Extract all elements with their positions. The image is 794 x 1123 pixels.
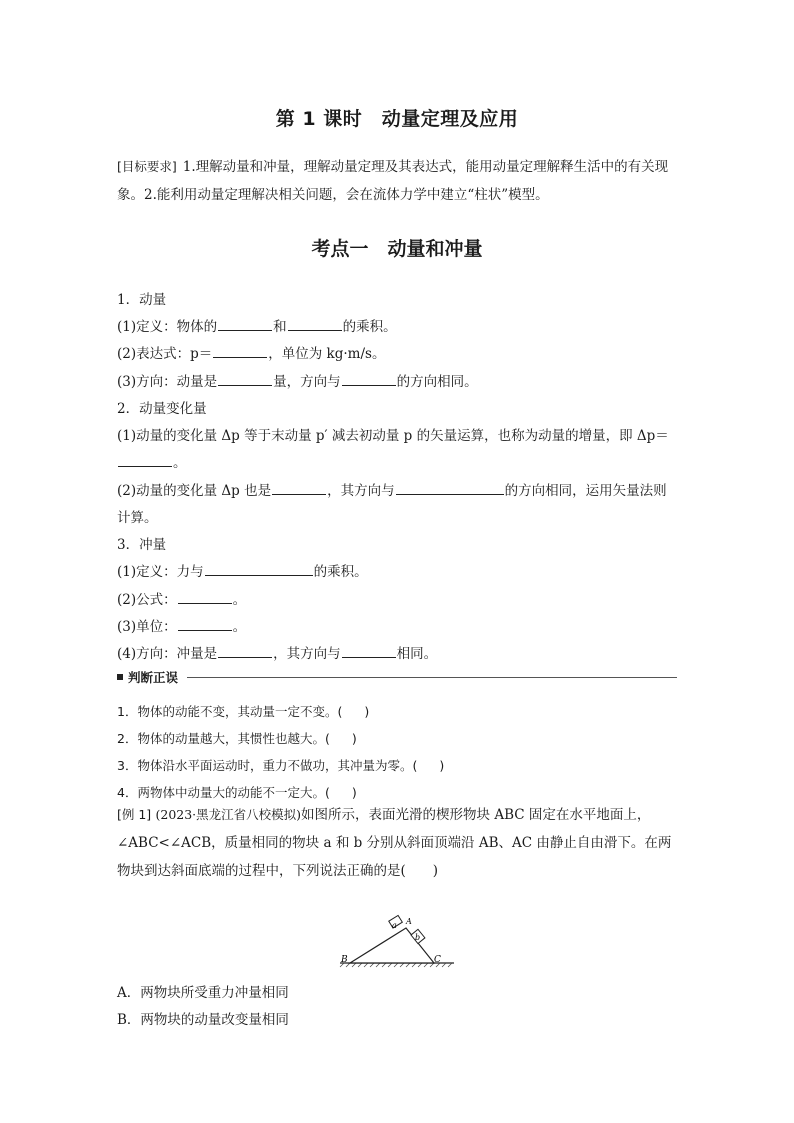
judge-item: 3．物体沿水平面运动时，重力不做功，其冲量为零。( ) — [117, 758, 445, 773]
momentum-expression: (2)表达式：p＝ ，单位为 kg·m/s。 — [117, 346, 386, 362]
example-tag: [例 1] — [117, 807, 152, 822]
momentum-definition: (1)定义：物体的 和 的乘积。 — [117, 319, 397, 335]
answer-blank[interactable] — [213, 345, 267, 358]
momentum-direction: (3)方向：动量是 量，方向与 的方向相同。 — [117, 374, 478, 390]
answer-blank[interactable] — [178, 591, 232, 604]
answer-blank[interactable] — [218, 373, 272, 386]
goal-tag: [目标要求] — [117, 159, 177, 174]
square-bullet-icon — [117, 674, 123, 680]
momentum-change-2: (2)动量的变化量 Δp 也是 ，其方向与 的方向相同，运用矢量法则 — [117, 483, 667, 499]
impulse-direction: (4)方向：冲量是 ，其方向与 相同。 — [117, 646, 438, 662]
learning-goals — [117, 153, 682, 209]
impulse-formula: (2)公式： 。 — [117, 592, 247, 608]
impulse-heading: 3．冲量 — [117, 537, 167, 553]
label-B: B — [341, 955, 348, 965]
answer-blank[interactable] — [178, 618, 232, 631]
example-text: 如图所示，表面光滑的楔形物块 ABC 固定在水平地面上，∠ABC<∠ACB，质量相同的物块 a 和 b 分别从斜面顶端沿 AB、AC 由静止自由滑下。在两物块到达斜面底端的过程中，下列说法正确的是( ) — [117, 807, 672, 879]
judge-label: 判断正误 — [128, 670, 179, 685]
wedge-diagram — [336, 914, 458, 970]
impulse-definition: (1)定义：力与 的乘积。 — [117, 564, 368, 580]
answer-blank[interactable] — [342, 645, 396, 658]
momentum-heading: 1．动量 — [117, 292, 167, 308]
momentum-change-1: (1)动量的变化量 Δp 等于末动量 p′ 减去初动量 p 的矢量运算，也称为动量的增量，即 Δp＝ — [117, 428, 669, 444]
judge-item: 4．两物体中动量大的动能不一定大。( ) — [117, 785, 357, 800]
label-C: C — [434, 955, 441, 965]
judge-item: 1．物体的动能不变，其动量一定不变。( ) — [117, 704, 370, 719]
option-b[interactable]: B．两物块的动量改变量相同 — [117, 1012, 289, 1028]
wedge-figure — [336, 914, 458, 974]
divider — [187, 677, 677, 678]
answer-blank[interactable] — [272, 482, 326, 495]
answer-blank[interactable] — [396, 482, 504, 495]
momentum-change-2-end: 计算。 — [117, 510, 158, 526]
answer-blank[interactable] — [118, 454, 172, 467]
section-title: 考点一 动量和冲量 — [311, 238, 483, 260]
answer-blank[interactable] — [288, 318, 342, 331]
lesson-title: 第 1 课时 动量定理及应用 — [275, 108, 519, 130]
option-a[interactable]: A．两物块所受重力冲量相同 — [117, 985, 289, 1001]
answer-blank[interactable] — [342, 373, 396, 386]
answer-blank[interactable] — [218, 645, 272, 658]
impulse-unit: (3)单位： 。 — [117, 619, 247, 635]
label-A: A — [406, 917, 412, 926]
goal-text: 1.理解动量和冲量，理解动量定理及其表达式，能用动量定理解释生活中的有关现象。2.能利用动量定理解决相关问题，会在流体力学中建立“柱状”模型。 — [117, 159, 669, 203]
answer-blank[interactable] — [205, 563, 313, 576]
momentum-change-1-end: 。 — [117, 451, 187, 471]
label-a: a — [392, 921, 397, 930]
judge-header — [117, 670, 677, 684]
label-b: b — [415, 933, 421, 942]
answer-blank[interactable] — [218, 318, 272, 331]
judge-item: 2．物体的动量越大，其惯性也越大。( ) — [117, 731, 357, 746]
example-source: (2023·黑龙江省八校模拟) — [155, 807, 302, 822]
example-1 — [117, 801, 682, 885]
momentum-change-heading: 2．动量变化量 — [117, 401, 207, 417]
